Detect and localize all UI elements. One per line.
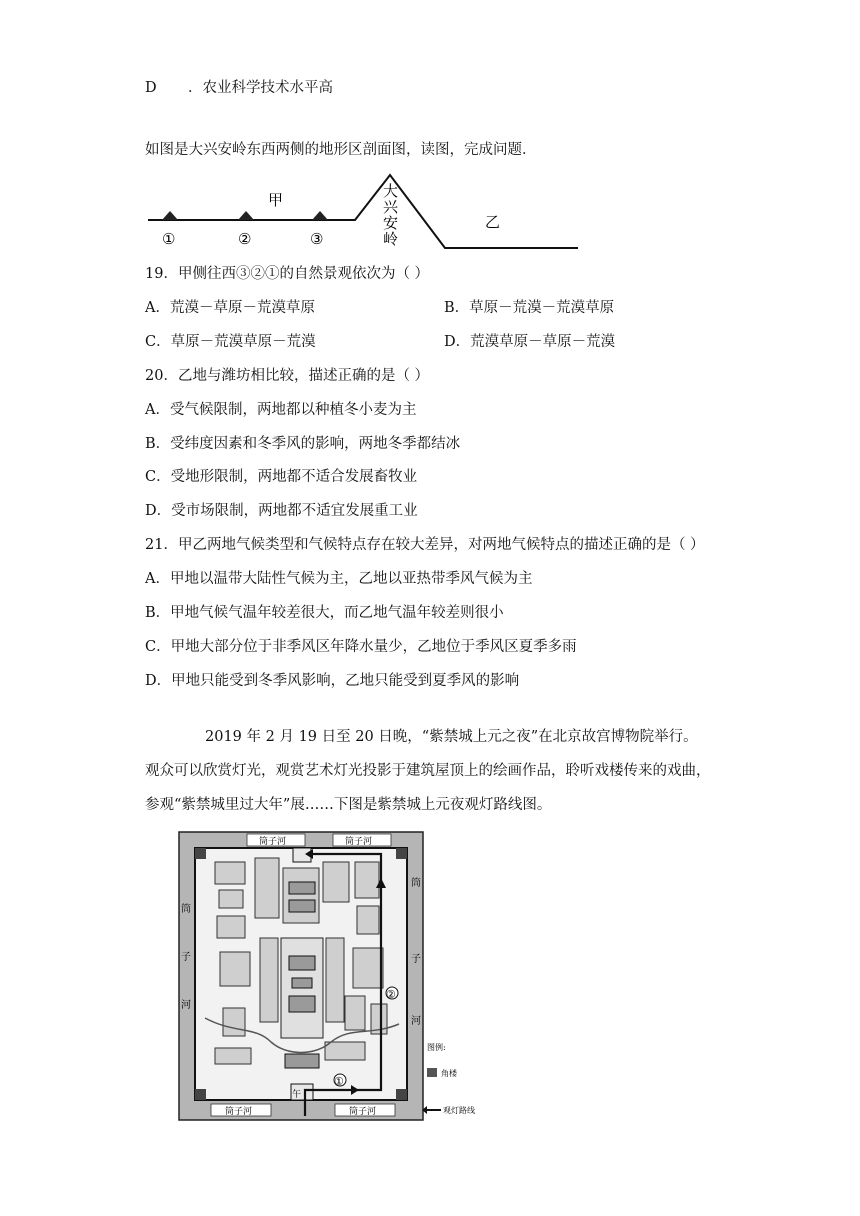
moat-top-label: 筒子河 xyxy=(259,837,287,847)
mountain-label-char-3: 安 xyxy=(383,214,399,232)
moat-left-char-3: 河 xyxy=(181,1000,191,1011)
moat-top-label-2: 筒子河 xyxy=(345,837,373,847)
q19-option-c[interactable]: C．草原－荒漠草原－荒漠 xyxy=(145,334,316,350)
region-label-yi: 乙 xyxy=(485,213,501,231)
terrain-profile-line xyxy=(148,175,578,248)
q21-option-a[interactable]: A．甲地以温带大陆性气候为主，乙地以亚热带季风气候为主 xyxy=(145,571,533,587)
marker-label-3: ③ xyxy=(310,230,324,248)
q19-option-b[interactable]: B．草原－荒漠－荒漠草原 xyxy=(444,300,615,316)
entrance-char: 午 xyxy=(292,1090,302,1100)
prev-option-letter: D xyxy=(145,80,157,96)
mountain-label-char-1: 大 xyxy=(383,182,399,200)
section-intro: 如图是大兴安岭东西两侧的地形区剖面图，读图，完成问题． xyxy=(145,142,537,158)
q19-option-a[interactable]: A．荒漠－草原－荒漠草原 xyxy=(145,300,315,316)
moat-right-char-1: 筒 xyxy=(411,878,421,889)
q20-stem: 20．乙地与潍坊相比较，描述正确的是（ ） xyxy=(145,368,430,384)
legend-title: 图例: xyxy=(427,1043,446,1052)
q20-option-a[interactable]: A．受气候限制，两地都以种植冬小麦为主 xyxy=(145,402,417,418)
marker-label-1: ① xyxy=(162,230,176,248)
prev-option-text: ．农业科学技术水平高 xyxy=(188,80,333,96)
corner-tower-se xyxy=(396,1089,407,1100)
corner-tower-nw xyxy=(195,848,206,859)
q21-stem: 21．甲乙两地气候类型和气候特点存在较大差异，对两地气候特点的描述正确的是（ ） xyxy=(145,537,705,553)
corner-tower-sw xyxy=(195,1089,206,1100)
route-marker-2: ② xyxy=(386,988,396,1001)
moat-right-char-2: 子 xyxy=(411,954,421,965)
route-marker-1: ① xyxy=(334,1075,344,1088)
q21-option-d[interactable]: D．甲地只能受到冬季风影响，乙地只能受到夏季风的影响 xyxy=(145,673,520,689)
terrain-marker-2 xyxy=(238,211,254,220)
q20-option-d[interactable]: D．受市场限制，两地都不适宜发展重工业 xyxy=(145,503,418,519)
q20-option-b[interactable]: B．受纬度因素和冬季风的影响，两地冬季都结冰 xyxy=(145,436,461,452)
terrain-marker-3 xyxy=(312,211,328,220)
mountain-label-char-2: 兴 xyxy=(383,198,399,216)
passage-line-3: 参观“紫禁城里过大年”展……下图是紫禁城上元夜观灯路线图。 xyxy=(145,797,552,813)
terrain-marker-1 xyxy=(162,211,178,220)
corner-tower-ne xyxy=(396,848,407,859)
moat-bottom-label-2: 筒子河 xyxy=(349,1107,377,1117)
passage-line-2: 观众可以欣赏灯光，观赏艺术灯光投影于建筑屋顶上的绘画作品，聆听戏楼传来的戏曲， xyxy=(145,763,711,779)
q21-option-b[interactable]: B．甲地气候气温年较差很大，而乙地气温年较差则很小 xyxy=(145,605,504,621)
q19-option-d[interactable]: D．荒漠草原－草原－荒漠 xyxy=(444,334,616,350)
moat-right-char-3: 河 xyxy=(411,1016,421,1027)
moat-bottom-label: 筒子河 xyxy=(225,1107,253,1117)
passage-line-1: 2019 年 2 月 19 日至 20 日晚，“紫禁城上元之夜”在北京故宫博物院举行。 xyxy=(205,729,698,745)
mountain-label-char-4: 岭 xyxy=(383,230,399,248)
legend-tower-swatch xyxy=(427,1068,437,1077)
forbidden-city-route-map xyxy=(175,828,480,1128)
region-label-jia: 甲 xyxy=(268,191,284,209)
q21-option-c[interactable]: C．甲地大部分位于非季风区年降水量少，乙地位于季风区夏季多雨 xyxy=(145,639,577,655)
moat-left-char-1: 筒 xyxy=(181,904,191,915)
legend-tower-label: 角楼 xyxy=(441,1069,457,1078)
marker-label-2: ② xyxy=(238,230,252,248)
legend-route-label: 观灯路线 xyxy=(443,1106,475,1115)
terrain-profile-figure xyxy=(140,170,585,258)
q20-option-c[interactable]: C．受地形限制，两地都不适合发展畜牧业 xyxy=(145,469,418,485)
moat-left-char-2: 子 xyxy=(181,952,191,963)
q19-stem: 19．甲侧往西③②①的自然景观依次为（ ） xyxy=(145,266,430,282)
